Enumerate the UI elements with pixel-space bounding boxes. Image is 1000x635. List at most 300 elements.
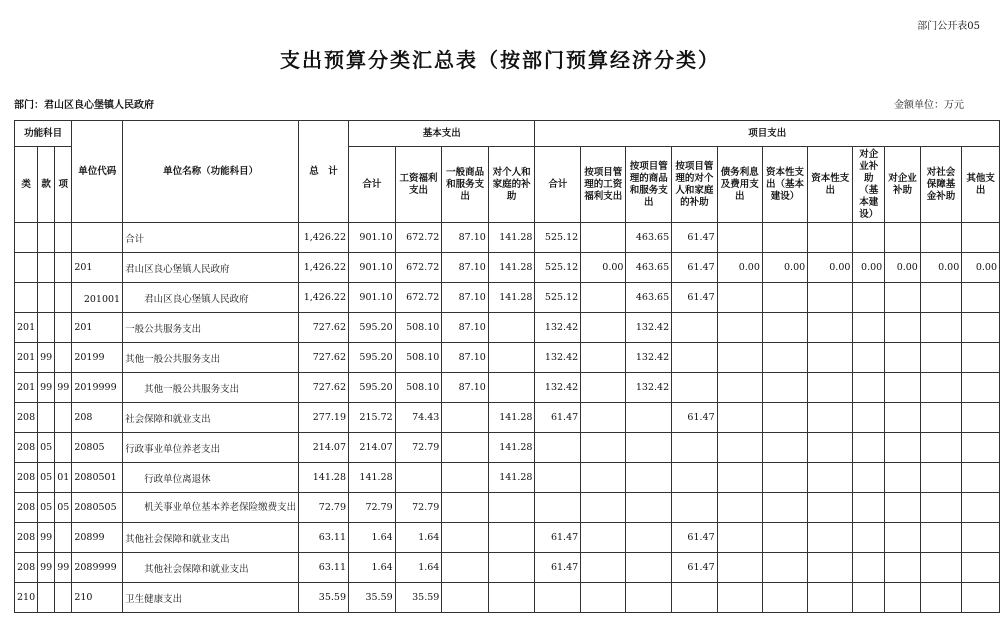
cell-amount: 132.42 (626, 373, 672, 403)
cell-amount (808, 463, 853, 493)
cell-amount: 61.47 (672, 223, 717, 253)
cell-amount (853, 403, 885, 433)
table-header (15, 121, 1000, 223)
cell-amount (442, 433, 488, 463)
cell-amount: 87.10 (442, 223, 488, 253)
cell-amount (762, 523, 807, 553)
cell-amount (885, 583, 921, 613)
header-project-col: 对企业补助（基本建设） (853, 147, 885, 223)
cell-amount (581, 403, 626, 433)
header-basic-col: 合计 (349, 147, 396, 223)
cell-amount: 727.62 (299, 343, 349, 373)
cell-amount (717, 403, 762, 433)
cell-amount: 141.28 (488, 253, 535, 283)
cell-amount (488, 313, 535, 343)
cell-amount (488, 343, 535, 373)
cell-amount (762, 583, 807, 613)
cell-unit-code (72, 223, 123, 253)
header-unit-name: 单位名称（功能科目） (123, 121, 299, 223)
cell-amount: 463.65 (626, 223, 672, 253)
cell-xiang (55, 583, 72, 613)
cell-amount: 0.00 (885, 253, 921, 283)
table-row (15, 283, 1000, 313)
cell-kuan: 05 (38, 463, 55, 493)
cell-amount: 61.47 (672, 523, 717, 553)
cell-amount (535, 463, 581, 493)
cell-amount (962, 373, 1000, 403)
cell-unit-code: 2080505 (72, 493, 123, 523)
cell-amount (581, 493, 626, 523)
cell-amount: 61.47 (672, 283, 717, 313)
cell-amount (853, 343, 885, 373)
cell-lei: 210 (15, 583, 38, 613)
cell-amount: 1.64 (395, 553, 442, 583)
cell-kuan: 99 (38, 373, 55, 403)
cell-amount (962, 223, 1000, 253)
cell-amount (717, 523, 762, 553)
page-title: 支出预算分类汇总表（按部门预算经济分类） (280, 48, 720, 72)
cell-amount (920, 433, 961, 463)
cell-amount: 1,426.22 (299, 283, 349, 313)
cell-unit-code: 20805 (72, 433, 123, 463)
header-project-col: 资本性支出 (808, 147, 853, 223)
cell-amount (762, 283, 807, 313)
cell-amount: 508.10 (395, 343, 442, 373)
cell-amount: 1,426.22 (299, 223, 349, 253)
cell-amount: 595.20 (349, 313, 396, 343)
cell-unit-code: 208 (72, 403, 123, 433)
cell-kuan: 05 (38, 433, 55, 463)
cell-amount (626, 463, 672, 493)
cell-amount: 1.64 (349, 553, 396, 583)
cell-unit-name: 君山区良心堡镇人民政府 (123, 283, 299, 313)
cell-xiang (55, 433, 72, 463)
cell-amount: 901.10 (349, 223, 396, 253)
cell-amount: 215.72 (349, 403, 396, 433)
table-row (15, 253, 1000, 283)
cell-amount (762, 223, 807, 253)
cell-amount: 672.72 (395, 283, 442, 313)
header-project-col: 其他支出 (962, 147, 1000, 223)
cell-amount: 672.72 (395, 223, 442, 253)
cell-amount (626, 583, 672, 613)
cell-amount: 0.00 (920, 253, 961, 283)
cell-xiang: 99 (55, 373, 72, 403)
cell-amount (808, 433, 853, 463)
cell-kuan: 99 (38, 523, 55, 553)
cell-amount: 463.65 (626, 253, 672, 283)
cell-xiang (55, 523, 72, 553)
cell-kuan (38, 583, 55, 613)
department-label: 部门：君山区良心堡镇人民政府 (14, 100, 154, 111)
cell-amount (442, 523, 488, 553)
cell-amount (962, 523, 1000, 553)
cell-amount (853, 463, 885, 493)
cell-amount (920, 223, 961, 253)
cell-amount: 141.28 (488, 403, 535, 433)
cell-amount (853, 313, 885, 343)
header-basic-expenditure: 基本支出 (349, 121, 535, 147)
cell-xiang (55, 343, 72, 373)
cell-amount: 214.07 (299, 433, 349, 463)
table-row (15, 583, 1000, 613)
cell-amount: 525.12 (535, 253, 581, 283)
cell-amount: 141.28 (488, 223, 535, 253)
cell-amount (717, 493, 762, 523)
cell-amount (535, 433, 581, 463)
cell-amount: 87.10 (442, 313, 488, 343)
cell-amount (581, 343, 626, 373)
cell-lei: 208 (15, 403, 38, 433)
cell-amount (808, 373, 853, 403)
cell-amount (962, 343, 1000, 373)
cell-amount (626, 523, 672, 553)
cell-xiang: 05 (55, 493, 72, 523)
cell-lei: 201 (15, 313, 38, 343)
cell-amount (762, 433, 807, 463)
cell-amount (762, 313, 807, 343)
cell-amount: 141.28 (488, 283, 535, 313)
cell-unit-code: 201 (72, 313, 123, 343)
cell-unit-name: 其他一般公共服务支出 (123, 343, 299, 373)
cell-amount (962, 553, 1000, 583)
cell-amount (885, 343, 921, 373)
cell-amount (920, 373, 961, 403)
cell-xiang: 99 (55, 553, 72, 583)
cell-amount (626, 433, 672, 463)
cell-amount: 35.59 (299, 583, 349, 613)
cell-amount: 141.28 (349, 463, 396, 493)
cell-amount: 141.28 (299, 463, 349, 493)
cell-amount: 35.59 (395, 583, 442, 613)
cell-amount (442, 463, 488, 493)
cell-amount (853, 523, 885, 553)
cell-kuan (38, 253, 55, 283)
cell-amount (717, 583, 762, 613)
cell-amount (808, 283, 853, 313)
cell-amount (672, 583, 717, 613)
cell-amount (962, 283, 1000, 313)
cell-amount: 141.28 (488, 463, 535, 493)
cell-amount: 525.12 (535, 283, 581, 313)
cell-amount (626, 403, 672, 433)
cell-kuan (38, 403, 55, 433)
cell-unit-code: 201 (72, 253, 123, 283)
cell-amount: 132.42 (626, 313, 672, 343)
cell-amount (762, 553, 807, 583)
cell-amount: 0.00 (762, 253, 807, 283)
cell-amount (853, 493, 885, 523)
cell-amount (581, 373, 626, 403)
cell-amount: 61.47 (535, 403, 581, 433)
header-project-col: 对社会保障基金补助 (920, 147, 961, 223)
cell-amount (672, 343, 717, 373)
cell-amount (808, 583, 853, 613)
cell-amount (672, 493, 717, 523)
cell-amount (885, 283, 921, 313)
cell-unit-code: 210 (72, 583, 123, 613)
cell-amount (885, 313, 921, 343)
cell-amount: 63.11 (299, 553, 349, 583)
cell-unit-code: 20899 (72, 523, 123, 553)
cell-kuan: 99 (38, 553, 55, 583)
cell-amount (853, 223, 885, 253)
table-row (15, 553, 1000, 583)
cell-amount (808, 523, 853, 553)
cell-amount (885, 463, 921, 493)
cell-amount (962, 433, 1000, 463)
cell-xiang (55, 223, 72, 253)
cell-amount: 132.42 (535, 313, 581, 343)
cell-amount (808, 343, 853, 373)
cell-amount (488, 523, 535, 553)
cell-amount (762, 493, 807, 523)
cell-amount (920, 523, 961, 553)
cell-amount: 0.00 (853, 253, 885, 283)
cell-amount (920, 493, 961, 523)
cell-amount: 595.20 (349, 343, 396, 373)
cell-amount: 74.43 (395, 403, 442, 433)
cell-amount (488, 553, 535, 583)
cell-amount: 87.10 (442, 343, 488, 373)
cell-amount (885, 493, 921, 523)
cell-amount (626, 493, 672, 523)
cell-amount (717, 553, 762, 583)
table-row (15, 373, 1000, 403)
cell-unit-code: 201001 (72, 283, 123, 313)
cell-kuan (38, 313, 55, 343)
cell-lei: 208 (15, 463, 38, 493)
cell-amount (442, 403, 488, 433)
form-number: 部门公开表05 (917, 21, 980, 32)
cell-amount: 0.00 (808, 253, 853, 283)
table-row (15, 463, 1000, 493)
cell-amount: 0.00 (581, 253, 626, 283)
cell-amount (885, 223, 921, 253)
cell-amount (581, 463, 626, 493)
cell-amount: 901.10 (349, 253, 396, 283)
cell-amount (535, 493, 581, 523)
cell-amount (395, 463, 442, 493)
cell-amount (717, 223, 762, 253)
cell-unit-name: 一般公共服务支出 (123, 313, 299, 343)
cell-amount (808, 493, 853, 523)
cell-unit-code: 20199 (72, 343, 123, 373)
header-project-col: 对企业补助 (885, 147, 921, 223)
cell-kuan: 99 (38, 343, 55, 373)
cell-amount: 61.47 (672, 403, 717, 433)
cell-amount: 61.47 (535, 553, 581, 583)
cell-unit-code: 2080501 (72, 463, 123, 493)
cell-lei (15, 253, 38, 283)
cell-amount (920, 403, 961, 433)
cell-amount (885, 373, 921, 403)
header-basic-col: 对个人和家庭的补助 (488, 147, 535, 223)
cell-amount (442, 553, 488, 583)
cell-amount (853, 283, 885, 313)
cell-amount (920, 283, 961, 313)
header-project-expenditure: 项目支出 (535, 121, 1000, 147)
table-row (15, 313, 1000, 343)
header-unit-code: 单位代码 (72, 121, 123, 223)
cell-amount: 61.47 (535, 523, 581, 553)
header-xiang: 项 (55, 147, 72, 223)
cell-xiang (55, 283, 72, 313)
cell-unit-code: 2019999 (72, 373, 123, 403)
cell-amount: 63.11 (299, 523, 349, 553)
amount-unit-label: 金额单位：万元 (894, 100, 964, 111)
cell-xiang (55, 253, 72, 283)
header-total: 总 计 (299, 121, 349, 223)
cell-unit-name: 行政单位离退休 (123, 463, 299, 493)
cell-amount: 35.59 (349, 583, 396, 613)
cell-amount: 87.10 (442, 253, 488, 283)
table-row (15, 493, 1000, 523)
header-project-col: 按项目管理的商品和服务支出 (626, 147, 672, 223)
header-basic-col: 一般商品和服务支出 (442, 147, 488, 223)
cell-amount: 132.42 (535, 343, 581, 373)
cell-amount (920, 553, 961, 583)
cell-amount: 72.79 (349, 493, 396, 523)
cell-lei: 208 (15, 553, 38, 583)
cell-amount: 132.42 (626, 343, 672, 373)
cell-amount: 0.00 (962, 253, 1000, 283)
cell-amount (581, 223, 626, 253)
cell-unit-name: 其他社会保障和就业支出 (123, 523, 299, 553)
header-basic-col: 工资福利支出 (395, 147, 442, 223)
cell-amount: 1.64 (349, 523, 396, 553)
cell-amount (581, 313, 626, 343)
cell-unit-name: 合计 (123, 223, 299, 253)
cell-amount: 61.47 (672, 253, 717, 283)
header-project-col: 按项目管理的工资福利支出 (581, 147, 626, 223)
table-row (15, 403, 1000, 433)
cell-amount (885, 523, 921, 553)
cell-unit-name: 其他社会保障和就业支出 (123, 553, 299, 583)
cell-amount (962, 403, 1000, 433)
cell-lei: 208 (15, 493, 38, 523)
cell-amount: 508.10 (395, 373, 442, 403)
cell-amount (808, 313, 853, 343)
cell-amount (920, 463, 961, 493)
cell-lei: 201 (15, 343, 38, 373)
cell-amount: 214.07 (349, 433, 396, 463)
cell-amount: 1,426.22 (299, 253, 349, 283)
cell-amount (581, 433, 626, 463)
cell-amount (717, 433, 762, 463)
cell-amount: 525.12 (535, 223, 581, 253)
cell-amount (442, 583, 488, 613)
cell-amount: 1.64 (395, 523, 442, 553)
cell-amount (672, 433, 717, 463)
header-project-col: 按项目管理的对个人和家庭的补助 (672, 147, 717, 223)
cell-lei: 208 (15, 433, 38, 463)
cell-amount (717, 463, 762, 493)
table-row (15, 223, 1000, 253)
cell-amount: 61.47 (672, 553, 717, 583)
cell-amount (885, 433, 921, 463)
cell-unit-code: 2089999 (72, 553, 123, 583)
cell-amount (762, 343, 807, 373)
table-row (15, 433, 1000, 463)
cell-amount (581, 583, 626, 613)
cell-amount: 72.79 (395, 433, 442, 463)
cell-lei: 201 (15, 373, 38, 403)
header-project-col: 资本性支出（基本建设） (762, 147, 807, 223)
cell-amount: 727.62 (299, 373, 349, 403)
cell-amount (853, 553, 885, 583)
table-body (15, 223, 1000, 613)
cell-amount (962, 463, 1000, 493)
cell-amount (672, 373, 717, 403)
cell-amount (853, 433, 885, 463)
cell-lei: 208 (15, 523, 38, 553)
cell-unit-name: 机关事业单位基本养老保险缴费支出 (123, 493, 299, 523)
cell-amount: 72.79 (395, 493, 442, 523)
header-kuan: 款 (38, 147, 55, 223)
cell-amount (581, 283, 626, 313)
cell-kuan: 05 (38, 493, 55, 523)
cell-amount: 141.28 (488, 433, 535, 463)
cell-amount (853, 583, 885, 613)
cell-amount (808, 403, 853, 433)
cell-amount: 87.10 (442, 373, 488, 403)
cell-lei (15, 223, 38, 253)
cell-unit-name: 君山区良心堡镇人民政府 (123, 253, 299, 283)
cell-amount (885, 403, 921, 433)
cell-xiang (55, 403, 72, 433)
cell-amount (920, 343, 961, 373)
cell-unit-name: 其他一般公共服务支出 (123, 373, 299, 403)
cell-kuan (38, 223, 55, 253)
cell-amount: 277.19 (299, 403, 349, 433)
cell-amount (672, 463, 717, 493)
cell-amount (535, 583, 581, 613)
cell-amount: 901.10 (349, 283, 396, 313)
header-func-subject: 功能科目 (15, 121, 72, 147)
header-project-col: 合计 (535, 147, 581, 223)
cell-xiang: 01 (55, 463, 72, 493)
cell-amount (962, 493, 1000, 523)
cell-lei (15, 283, 38, 313)
cell-amount: 87.10 (442, 283, 488, 313)
cell-amount: 0.00 (717, 253, 762, 283)
cell-amount (488, 583, 535, 613)
cell-amount (717, 283, 762, 313)
table-row (15, 343, 1000, 373)
cell-kuan (38, 283, 55, 313)
cell-amount (488, 493, 535, 523)
cell-amount: 508.10 (395, 313, 442, 343)
cell-amount (762, 463, 807, 493)
cell-amount (717, 343, 762, 373)
cell-amount (488, 373, 535, 403)
cell-amount (717, 373, 762, 403)
cell-amount (762, 373, 807, 403)
cell-amount (920, 583, 961, 613)
cell-xiang (55, 313, 72, 343)
budget-table (14, 120, 1000, 613)
header-project-col: 债务利息及费用支出 (717, 147, 762, 223)
table-row (15, 523, 1000, 553)
cell-amount (962, 313, 1000, 343)
cell-unit-name: 社会保障和就业支出 (123, 403, 299, 433)
cell-unit-name: 卫生健康支出 (123, 583, 299, 613)
cell-amount: 72.79 (299, 493, 349, 523)
cell-amount: 463.65 (626, 283, 672, 313)
cell-amount (626, 553, 672, 583)
cell-amount (885, 553, 921, 583)
